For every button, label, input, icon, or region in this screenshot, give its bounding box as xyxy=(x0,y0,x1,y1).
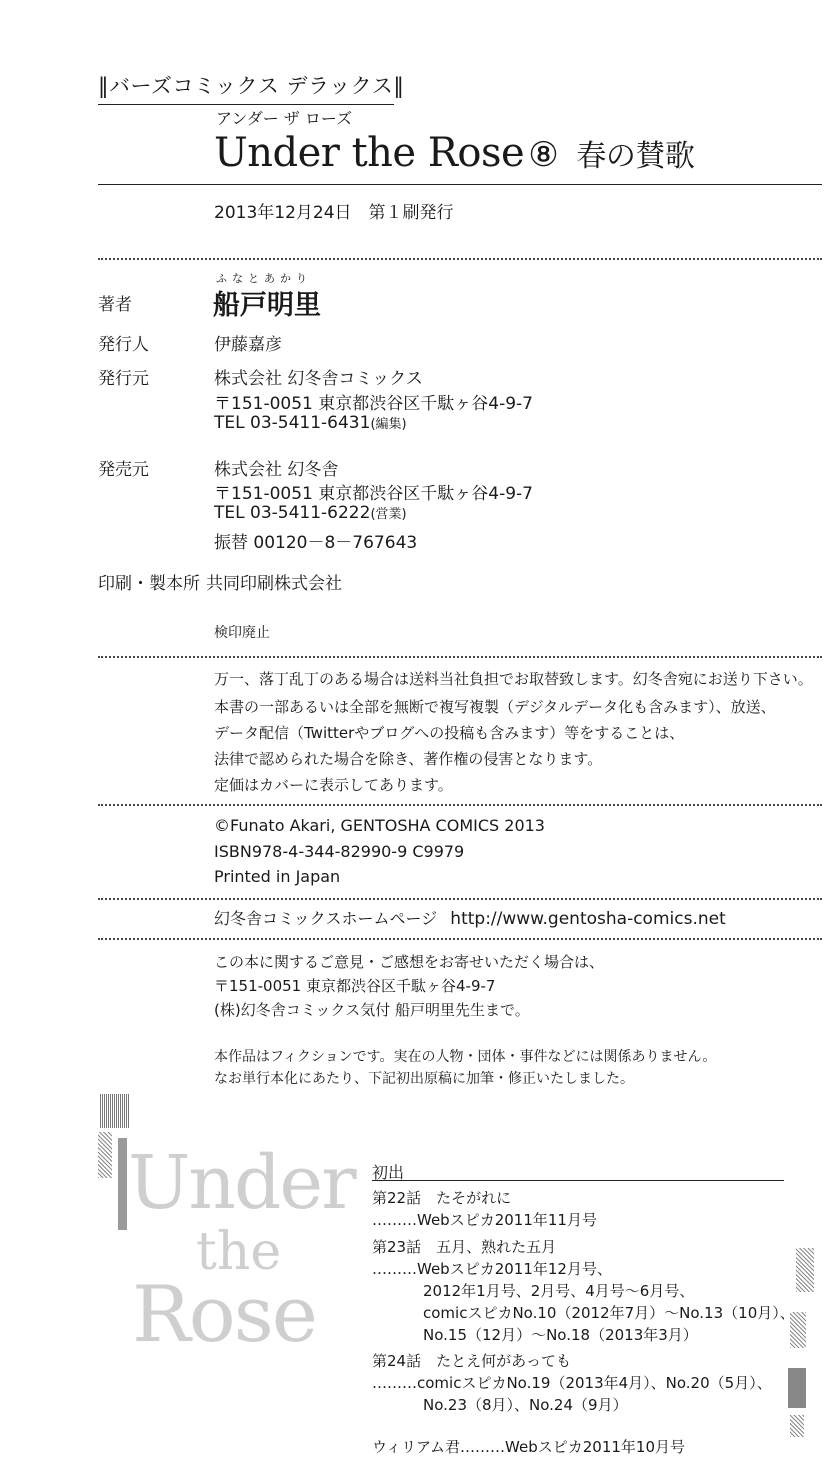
first-appearance-heading: 初出 xyxy=(372,1163,405,1182)
entry-line: comicスピカNo.10（2012年7月）～No.13（10月）、 xyxy=(423,1304,795,1322)
author-name: 船戸明里 xyxy=(213,290,321,321)
isbn: ISBN978-4-344-82990-9 C9979 xyxy=(214,842,465,861)
notice-line: 法律で認められた場合を除き、著作権の侵害となります。 xyxy=(214,750,603,768)
publish-date: 2013年12月24日 第１刷発行 xyxy=(214,203,454,223)
side-stripe-dark xyxy=(788,1368,806,1408)
issuer-label: 発行人 xyxy=(98,335,149,355)
printer-label: 印刷・製本所 xyxy=(98,574,200,594)
publisher-tel-note: (編集) xyxy=(370,417,407,432)
publisher-company: 株式会社 幻冬舎コミックス xyxy=(214,369,423,389)
feedback-line: 〒151-0051 東京都渋谷区千駄ヶ谷4-9-7 xyxy=(214,977,496,995)
notice-line: データ配信（Twitterやブログへの投稿も含みます）等をすることは、 xyxy=(214,724,685,742)
entry-line: ………Webスピカ2011年11月号 xyxy=(372,1211,597,1229)
feedback-line: この本に関するご意見・ご感想をお寄せいただく場合は、 xyxy=(214,953,605,971)
printed-in: Printed in Japan xyxy=(214,867,341,886)
extra-appearance: ウィリアム君………Webスピカ2011年10月号 xyxy=(372,1438,686,1456)
seller-tel xyxy=(214,503,407,523)
entry-line: No.23（8月）、No.24（9月） xyxy=(423,1396,628,1414)
title-ruby: アンダー ザ ローズ xyxy=(216,109,353,128)
series-name: ‖バーズコミックス デラックス‖ xyxy=(98,74,405,98)
seller-tel-note: (営業) xyxy=(370,507,407,522)
logo-rose: Rose xyxy=(132,1270,316,1360)
entry-line: 2012年1月号、2月号、4月号～6月号、 xyxy=(423,1282,695,1300)
publisher-tel-number: TEL 03-5411-6431 xyxy=(214,413,371,433)
logo-stripe-bar xyxy=(118,1138,127,1230)
divider xyxy=(98,258,822,260)
divider xyxy=(98,898,822,900)
series-underline xyxy=(98,104,394,105)
publisher-label: 発行元 xyxy=(98,369,149,389)
author-label: 著者 xyxy=(98,295,132,315)
side-stripe xyxy=(790,1415,804,1437)
divider xyxy=(98,804,822,806)
issuer-name: 伊藤嘉彦 xyxy=(214,335,282,355)
entry-line: ………Webスピカ2011年12月号、 xyxy=(372,1260,612,1278)
book-title xyxy=(214,130,694,176)
author-ruby: ふなとあかり xyxy=(216,272,312,285)
logo-stripe-top xyxy=(100,1094,130,1128)
fiction-note: 本作品はフィクションです。実在の人物・団体・事件などには関係ありません。 xyxy=(214,1049,717,1065)
printer-name: 共同印刷株式会社 xyxy=(206,574,342,594)
entry-title: 第24話 たとえ何があっても xyxy=(372,1352,571,1370)
side-stripe xyxy=(796,1248,814,1292)
homepage-url[interactable]: http://www.gentosha-comics.net xyxy=(450,909,726,929)
entry-title: 第23話 五月、熟れた五月 xyxy=(372,1238,557,1256)
first-appearance-rule xyxy=(372,1180,784,1181)
logo-the: the xyxy=(196,1222,282,1282)
publisher-tel xyxy=(214,413,407,433)
title-rule xyxy=(98,184,822,185)
publisher-address: 〒151-0051 東京都渋谷区千駄ヶ谷4-9-7 xyxy=(214,394,533,414)
seller-address: 〒151-0051 東京都渋谷区千駄ヶ谷4-9-7 xyxy=(214,484,533,504)
seal-abolished: 検印廃止 xyxy=(214,625,270,641)
logo-under: Under xyxy=(128,1140,355,1226)
fiction-note: なお単行本化にあたり、下記初出原稿に加筆・修正いたしました。 xyxy=(214,1071,634,1087)
volume-number: ⑧ xyxy=(528,135,559,175)
copyright: ©Funato Akari, GENTOSHA COMICS 2013 xyxy=(214,816,545,835)
divider xyxy=(98,656,822,658)
entry-title: 第22話 たそがれに xyxy=(372,1189,512,1207)
feedback-line: (株)幻冬舎コミックス気付 船戸明里先生まで。 xyxy=(214,1001,530,1019)
seller-label: 発売元 xyxy=(98,460,149,480)
seller-transfer: 振替 00120－8－767643 xyxy=(214,533,418,553)
subtitle: 春の賛歌 xyxy=(576,139,695,174)
seller-company: 株式会社 幻冬舎 xyxy=(214,460,339,480)
notice-line: 万一、落丁乱丁のある場合は送料当社負担でお取替致します。幻冬舎宛にお送り下さい。 xyxy=(214,670,813,688)
notice-line: 本書の一部あるいは全部を無断で複写複製（デジタルデータ化も含みます）、放送、 xyxy=(214,698,776,716)
notice-line: 定価はカバーに表示してあります。 xyxy=(214,776,453,794)
book-title-main: Under the Rose xyxy=(214,130,525,176)
entry-line: No.15（12月）～No.18（2013年3月） xyxy=(423,1326,698,1344)
homepage-label: 幻冬舎コミックスホームページ xyxy=(214,909,438,928)
divider xyxy=(98,938,822,940)
logo-stripe-left xyxy=(98,1132,112,1178)
homepage xyxy=(214,906,726,929)
entry-line: ………comicスピカNo.19（2013年4月）、No.20（5月）、 xyxy=(372,1374,772,1392)
seller-tel-number: TEL 03-5411-6222 xyxy=(214,503,371,523)
